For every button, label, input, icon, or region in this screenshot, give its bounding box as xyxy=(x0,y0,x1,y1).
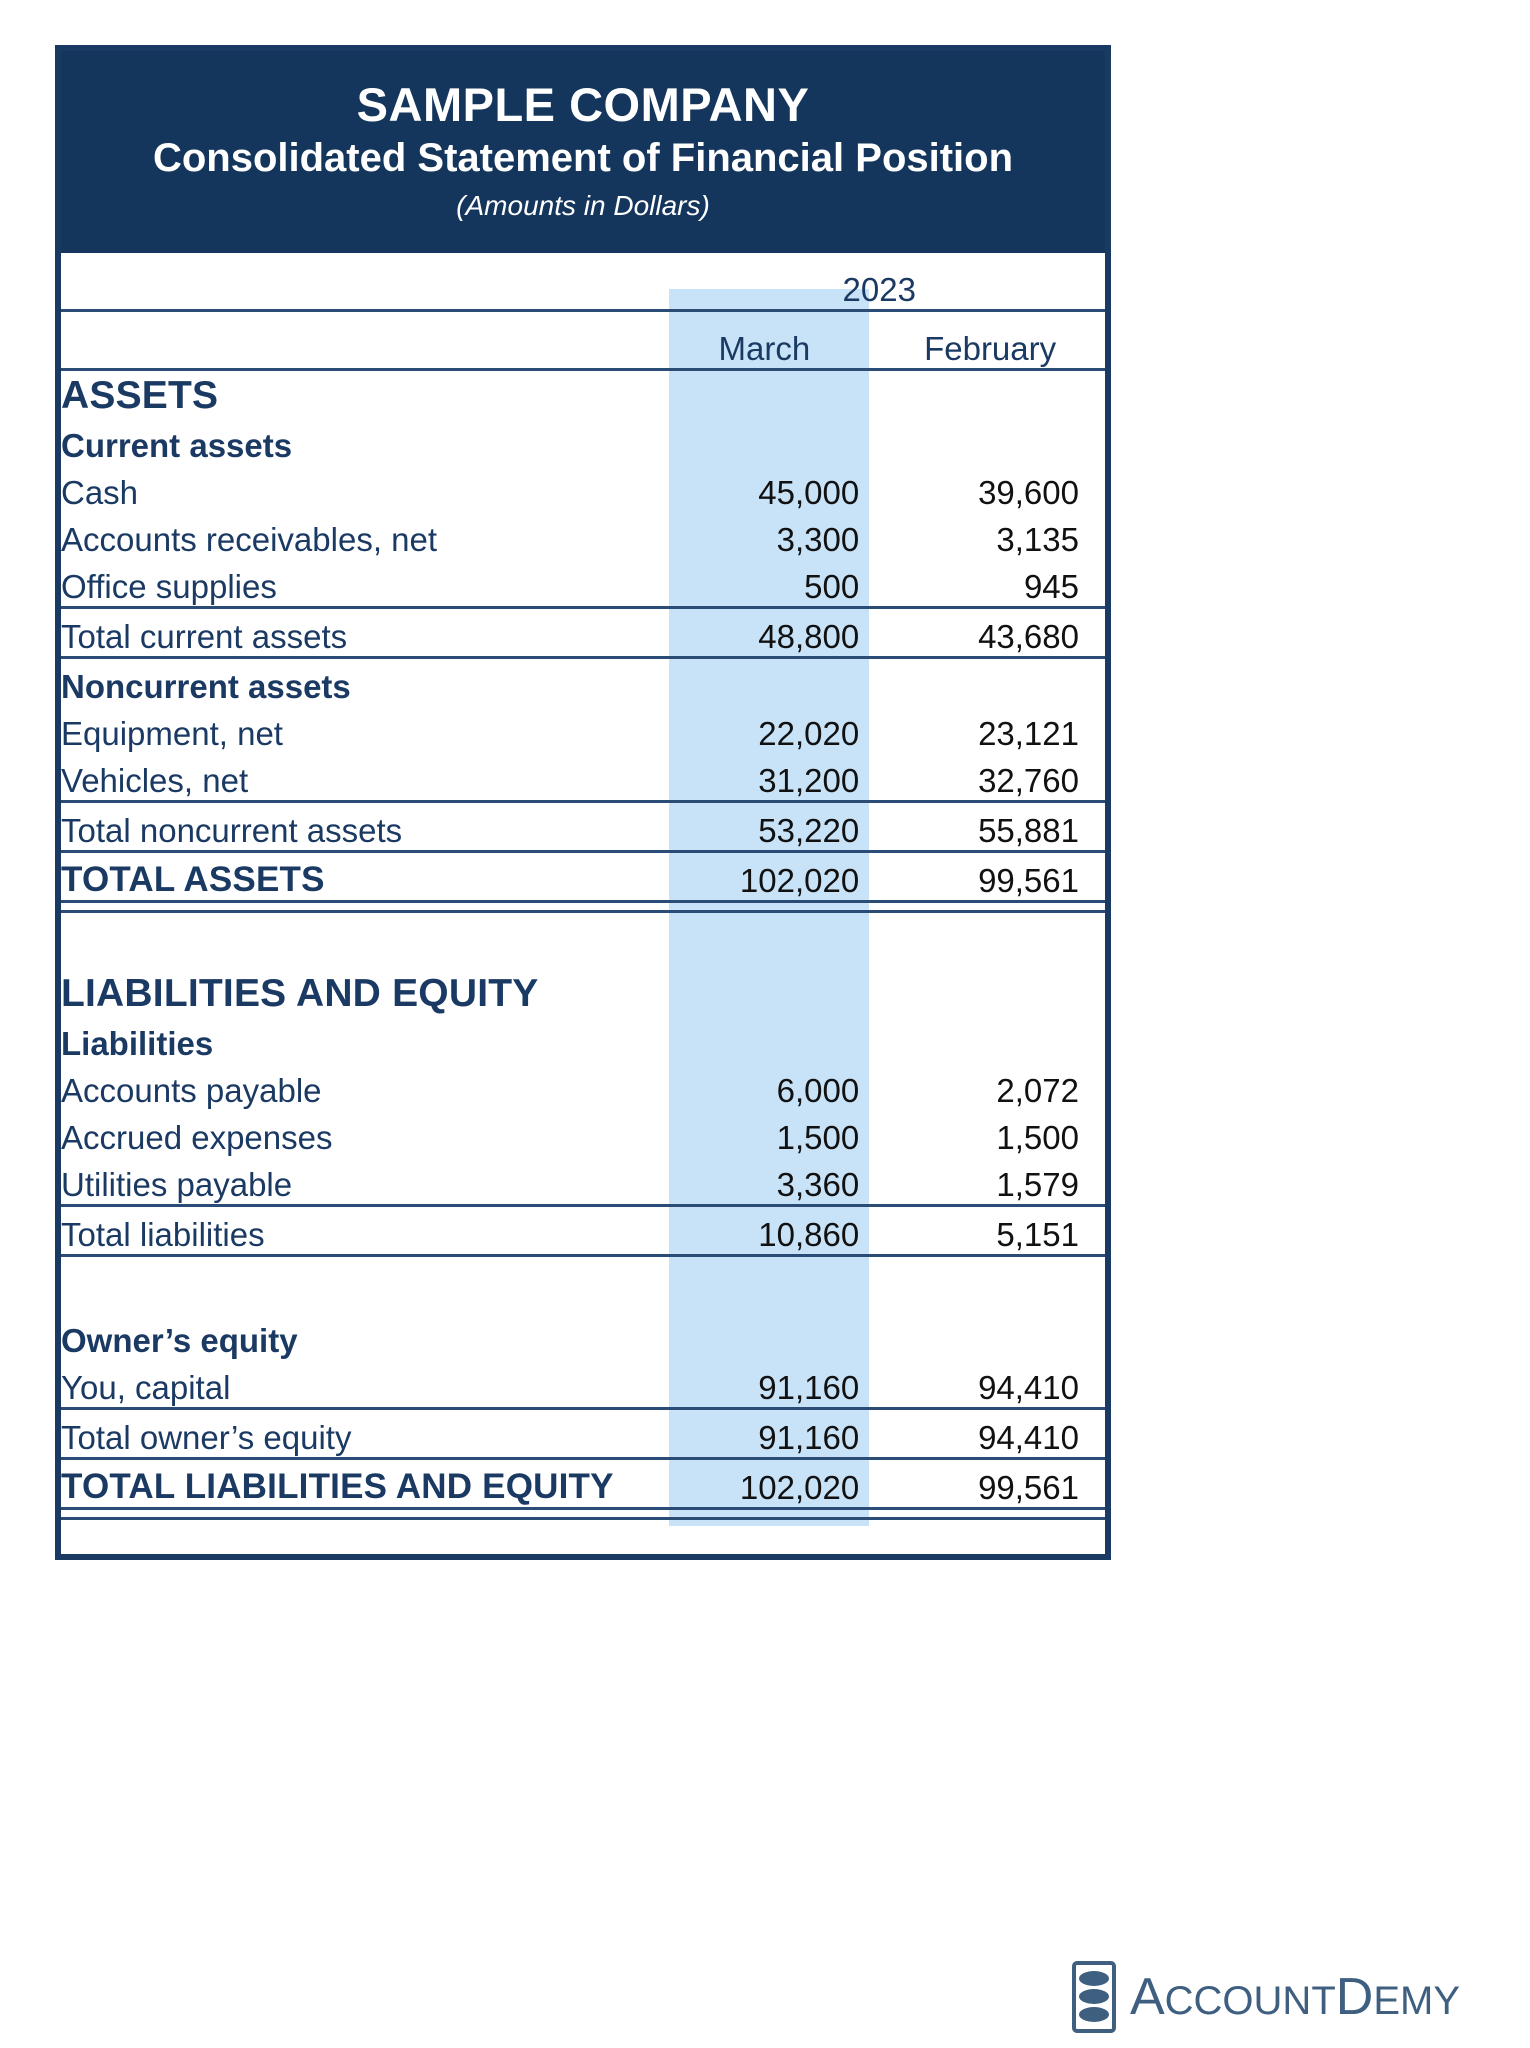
section-row-assets xyxy=(61,371,1105,418)
statement-title: Consolidated Statement of Financial Position xyxy=(152,136,1014,181)
bottom-spacer xyxy=(61,1518,1105,1554)
row-value-cash-march: 45,000 xyxy=(758,473,860,511)
row-value-total-owners-equity-march: 91,160 xyxy=(758,1418,860,1456)
group-row-liabilities xyxy=(61,1016,1105,1063)
row-value-equipment-february: 23,121 xyxy=(978,714,1079,752)
section-spacer xyxy=(61,911,1105,969)
row-value-equipment-march: 22,020 xyxy=(758,714,860,752)
group-title-owners-equity: Owner’s equity xyxy=(61,1321,298,1359)
brand-text-emy: EMY xyxy=(1373,1978,1460,2023)
column-header-march: March xyxy=(718,329,811,367)
year-header-row xyxy=(61,253,1105,311)
row-value-total-liabilities-equity-february: 99,561 xyxy=(978,1468,1079,1506)
table-row xyxy=(61,1063,1105,1110)
row-value-accounts-payable-february: 2,072 xyxy=(996,1071,1079,1109)
table-row xyxy=(61,465,1105,512)
row-label-office-supplies: Office supplies xyxy=(61,567,277,605)
year-blank-cell xyxy=(61,253,654,311)
company-name: SAMPLE COMPANY xyxy=(356,78,810,131)
row-value-total-liabilities-march: 10,860 xyxy=(758,1215,860,1253)
row-value-cash-february: 39,600 xyxy=(978,473,1079,511)
statement-header-banner xyxy=(61,51,1105,253)
group-row-current-assets xyxy=(61,418,1105,465)
row-value-you-capital-february: 94,410 xyxy=(978,1368,1079,1406)
row-value-accounts-receivable-march: 3,300 xyxy=(776,520,860,558)
row-value-office-supplies-february: 945 xyxy=(1023,567,1079,605)
amounts-note: (Amounts in Dollars) xyxy=(456,190,710,222)
table-row-subtotal xyxy=(61,609,1105,658)
accountdemy-logo xyxy=(1072,1961,1460,2033)
month-header-row xyxy=(61,312,1105,370)
table-row xyxy=(61,1360,1105,1409)
double-rule-under-total-assets xyxy=(61,901,1105,911)
equity-spacer xyxy=(61,1257,1105,1313)
abacus-icon xyxy=(1072,1961,1116,2033)
row-label-total-liabilities: Total liabilities xyxy=(61,1215,265,1253)
row-label-vehicles: Vehicles, net xyxy=(61,761,249,799)
group-row-noncurrent-assets xyxy=(61,659,1105,706)
table-row xyxy=(61,1157,1105,1206)
row-value-total-noncurrent-assets-february: 55,881 xyxy=(978,811,1079,849)
abacus-bead-1 xyxy=(1079,1971,1109,1986)
table-row xyxy=(61,559,1105,608)
row-value-total-liabilities-equity-march: 102,020 xyxy=(739,1468,860,1506)
brand-letter-a: A xyxy=(1129,1967,1165,2026)
table-row-subtotal xyxy=(61,1207,1105,1256)
row-label-total-assets: TOTAL ASSETS xyxy=(61,859,325,899)
row-label-accrued-expenses: Accrued expenses xyxy=(61,1118,333,1156)
group-title-liabilities: Liabilities xyxy=(61,1024,214,1062)
row-label-total-current-assets: Total current assets xyxy=(61,617,348,655)
month-blank-cell xyxy=(61,312,654,370)
table-row xyxy=(61,753,1105,802)
row-value-utilities-payable-february: 1,579 xyxy=(996,1165,1079,1203)
row-label-equipment: Equipment, net xyxy=(61,714,283,752)
row-value-total-liabilities-february: 5,151 xyxy=(996,1215,1079,1253)
financial-position-table xyxy=(61,253,1105,1554)
footer xyxy=(0,1945,1530,2048)
row-label-total-owners-equity: Total owner’s equity xyxy=(61,1418,352,1456)
row-value-you-capital-march: 91,160 xyxy=(758,1368,860,1406)
table-row xyxy=(61,706,1105,753)
row-value-total-current-assets-february: 43,680 xyxy=(978,617,1079,655)
row-value-office-supplies-march: 500 xyxy=(804,567,860,605)
row-label-total-liabilities-equity: TOTAL LIABILITIES AND EQUITY xyxy=(61,1466,614,1506)
row-value-total-current-assets-march: 48,800 xyxy=(758,617,860,655)
brand-wordmark xyxy=(1129,1967,1460,2026)
brand-text-ccount: CCOUNT xyxy=(1164,1978,1336,2023)
row-value-vehicles-february: 32,760 xyxy=(978,761,1079,799)
group-title-current-assets: Current assets xyxy=(61,426,293,464)
group-title-noncurrent-assets: Noncurrent assets xyxy=(61,667,351,705)
row-value-total-assets-february: 99,561 xyxy=(978,861,1079,899)
year-label: 2023 xyxy=(842,270,916,308)
row-label-you-capital: You, capital xyxy=(61,1368,231,1406)
table-row-subtotal xyxy=(61,1410,1105,1459)
row-value-accrued-expenses-february: 1,500 xyxy=(996,1118,1079,1156)
table-row-total-assets xyxy=(61,853,1105,902)
table-row xyxy=(61,1110,1105,1157)
double-rule-under-grand-total xyxy=(61,1508,1105,1518)
row-value-total-assets-march: 102,020 xyxy=(739,861,860,899)
row-label-cash: Cash xyxy=(61,473,139,511)
row-value-vehicles-march: 31,200 xyxy=(758,761,860,799)
row-value-utilities-payable-march: 3,360 xyxy=(776,1165,860,1203)
statement-body xyxy=(61,253,1105,1554)
row-value-accounts-payable-march: 6,000 xyxy=(776,1071,860,1109)
table-row-subtotal xyxy=(61,803,1105,852)
row-value-total-noncurrent-assets-march: 53,220 xyxy=(758,811,860,849)
row-label-total-noncurrent-assets: Total noncurrent assets xyxy=(61,811,403,849)
section-title-liabilities-equity: LIABILITIES AND EQUITY xyxy=(61,971,539,1015)
brand-letter-d: D xyxy=(1335,1967,1374,2026)
group-row-owners-equity xyxy=(61,1313,1105,1360)
section-title-assets: ASSETS xyxy=(61,373,219,417)
row-label-accounts-receivable: Accounts receivables, net xyxy=(61,520,438,558)
section-row-liabilities-equity xyxy=(61,969,1105,1016)
row-label-accounts-payable: Accounts payable xyxy=(61,1071,322,1109)
row-label-utilities-payable: Utilities payable xyxy=(61,1165,293,1203)
row-value-accrued-expenses-march: 1,500 xyxy=(776,1118,860,1156)
table-row xyxy=(61,512,1105,559)
abacus-bead-2 xyxy=(1079,1989,1109,2004)
abacus-bead-3 xyxy=(1079,2007,1109,2022)
column-header-february: February xyxy=(924,329,1057,367)
row-value-accounts-receivable-february: 3,135 xyxy=(996,520,1079,558)
table-row-grand-total xyxy=(61,1460,1105,1509)
statement-sheet xyxy=(55,45,1111,1560)
row-value-total-owners-equity-february: 94,410 xyxy=(978,1418,1079,1456)
